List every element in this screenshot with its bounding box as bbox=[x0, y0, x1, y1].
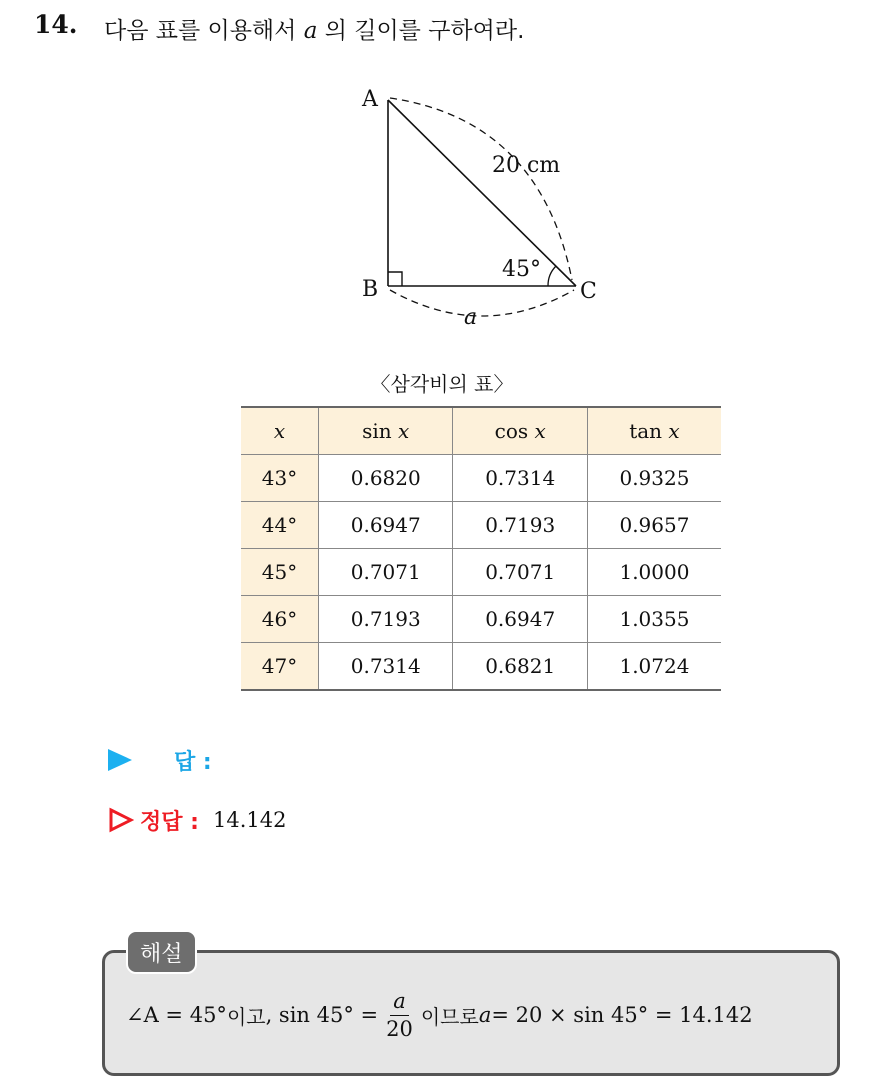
exp-result: = 20 × sin 45° = 14.142 bbox=[491, 1003, 753, 1027]
hypotenuse-label: 20 cm bbox=[492, 153, 561, 178]
cell-angle: 45° bbox=[241, 549, 319, 596]
cell-sin: 0.6947 bbox=[319, 502, 453, 549]
table-row bbox=[241, 643, 721, 691]
angle-label: 45° bbox=[502, 257, 541, 282]
cell-sin: 0.6820 bbox=[319, 455, 453, 502]
cell-cos: 0.7314 bbox=[453, 455, 587, 502]
correct-answer-row bbox=[108, 800, 286, 840]
hypotenuse-brace bbox=[390, 98, 572, 280]
cell-cos: 0.6947 bbox=[453, 596, 587, 643]
exp-sin: , sin 45° = bbox=[265, 1003, 379, 1027]
table-caption: 〈삼각비의 표〉 bbox=[370, 372, 514, 396]
correct-answer-label: 정답 : bbox=[140, 809, 199, 835]
base-brace bbox=[390, 290, 574, 316]
table-row bbox=[241, 502, 721, 549]
cell-sin: 0.7193 bbox=[319, 596, 453, 643]
base-label: a bbox=[464, 305, 478, 330]
cell-cos: 0.7193 bbox=[453, 502, 587, 549]
cell-angle: 44° bbox=[241, 502, 319, 549]
table-row bbox=[241, 596, 721, 643]
question-text-before: 다음 표를 이용해서 bbox=[104, 18, 304, 44]
question-text bbox=[104, 12, 524, 45]
header-x bbox=[241, 407, 319, 455]
cell-angle: 47° bbox=[241, 643, 319, 691]
answer-arrow-icon bbox=[108, 749, 132, 771]
angle-arc-c bbox=[548, 266, 556, 286]
header-sin: sin x bbox=[319, 407, 453, 455]
header-variable: x bbox=[398, 419, 410, 443]
trig-ratio-table bbox=[241, 406, 721, 691]
explanation-text bbox=[126, 990, 753, 1040]
cell-cos: 0.6821 bbox=[453, 643, 587, 691]
exp-connector: 이고 bbox=[226, 1004, 266, 1029]
exp-variable: a bbox=[478, 1003, 492, 1027]
cell-tan: 0.9325 bbox=[587, 455, 721, 502]
cell-tan: 0.9657 bbox=[587, 502, 721, 549]
cell-tan: 1.0724 bbox=[587, 643, 721, 691]
header-x-text: x bbox=[273, 419, 286, 443]
vertex-b-label: B bbox=[362, 277, 379, 302]
header-cos: cos x bbox=[453, 407, 587, 455]
exp-angle: ∠A = 45° bbox=[126, 1003, 227, 1027]
header-tan: tan x bbox=[587, 407, 721, 455]
exp-fraction-numerator: a bbox=[390, 991, 409, 1016]
question-variable: a bbox=[303, 18, 318, 44]
cell-angle: 46° bbox=[241, 596, 319, 643]
exp-therefore: 이므로 bbox=[420, 1004, 479, 1029]
explanation-tag: 해설 bbox=[126, 930, 197, 974]
header-variable: x bbox=[534, 419, 546, 443]
side-ac bbox=[388, 100, 576, 286]
cell-cos: 0.7071 bbox=[453, 549, 587, 596]
table-header-row bbox=[241, 407, 721, 455]
triangle-figure bbox=[350, 80, 610, 330]
answer-label: 답 : bbox=[174, 749, 212, 775]
vertex-a-label: A bbox=[362, 87, 378, 112]
table-row bbox=[241, 455, 721, 502]
correct-answer-value: 14.142 bbox=[212, 808, 287, 832]
cell-sin: 0.7071 bbox=[319, 549, 453, 596]
cell-sin: 0.7314 bbox=[319, 643, 453, 691]
exp-fraction bbox=[386, 988, 413, 1041]
cell-tan: 1.0355 bbox=[587, 596, 721, 643]
correct-arrow-icon bbox=[108, 807, 134, 833]
cell-tan: 1.0000 bbox=[587, 549, 721, 596]
table-row bbox=[241, 549, 721, 596]
exp-fraction-denominator: 20 bbox=[386, 1016, 413, 1041]
header-variable: x bbox=[668, 419, 680, 443]
cell-angle: 43° bbox=[241, 455, 319, 502]
question-text-after: 의 길이를 구하여라. bbox=[317, 18, 525, 44]
right-angle-mark bbox=[388, 272, 402, 286]
question-number: 14. bbox=[34, 10, 78, 39]
answer-row bbox=[108, 740, 212, 780]
vertex-c-label: C bbox=[580, 279, 597, 304]
